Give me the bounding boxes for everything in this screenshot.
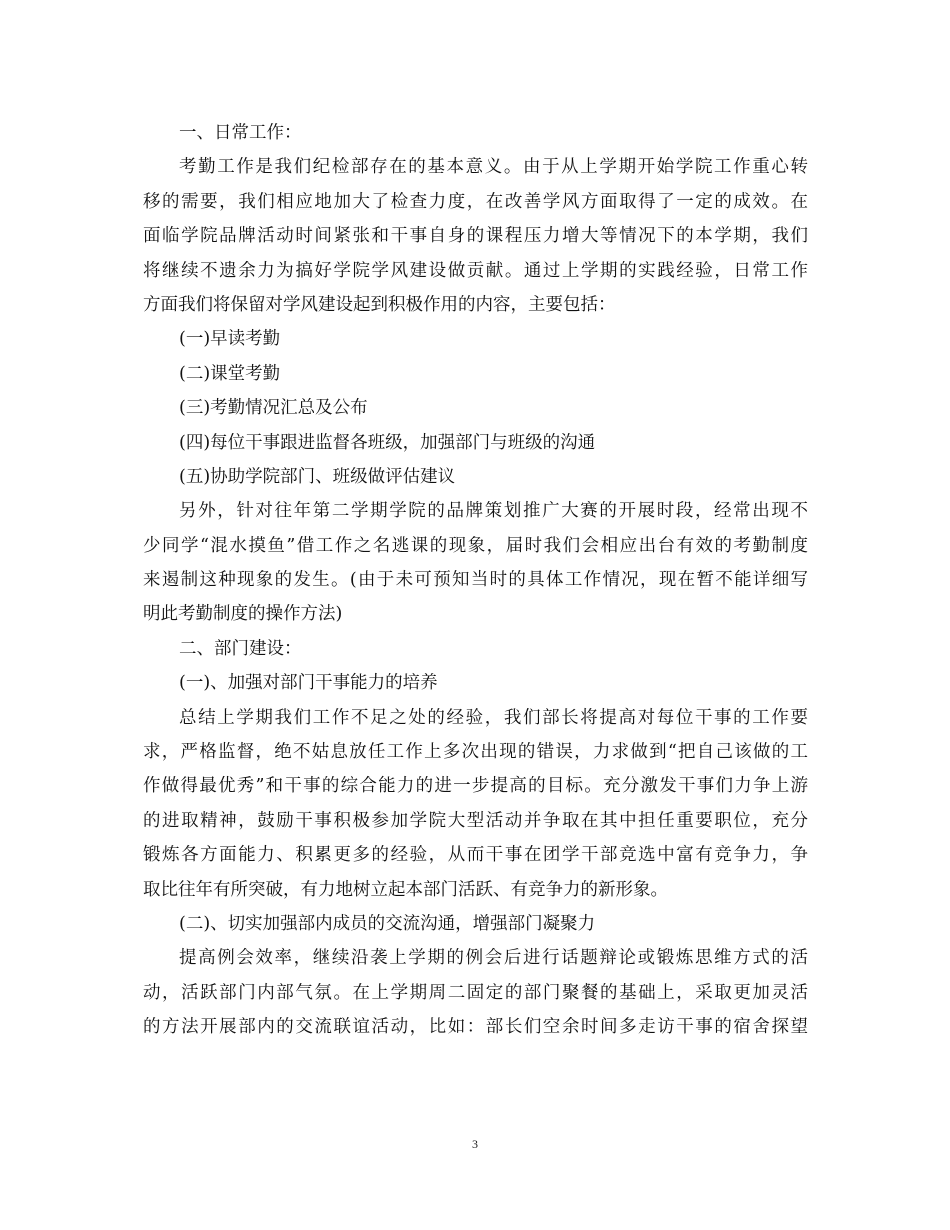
list-item: (五)协助学院部门、班级做评估建议: [179, 466, 456, 487]
page-number: 3: [472, 1137, 478, 1151]
paragraph-line: 方面我们将保留对学风建设起到积极作用的内容，主要包括：: [143, 294, 616, 315]
subsection-heading: (一)、加强对部门干事能力的培养: [179, 673, 438, 694]
paragraph-line: 面临学院品牌活动时间紧张和干事自身的课程压力增大等情况下的本学期，我们: [143, 226, 808, 247]
paragraph-line: 的方法开展部内的交流联谊活动，比如：部长们空余时间多走访干事的宿舍探望: [143, 1017, 808, 1038]
list-item: (四)每位干事跟进监督各班级，加强部门与班级的沟通: [179, 432, 596, 453]
list-item: (二)课堂考勤: [179, 363, 281, 384]
paragraph-line: 来遏制这种现象的发生。(由于未可预知当时的具体工作情况，现在暂不能详细写: [143, 570, 808, 591]
list-item: (一)早读考勤: [179, 329, 281, 350]
paragraph-line: 将继续不遗余力为搞好学院学风建设做贡献。通过上学期的实践经验，日常工作: [143, 260, 808, 281]
subsection-heading: (二)、切实加强部内成员的交流沟通，增强部门凝聚力: [179, 913, 596, 934]
paragraph-line: 明此考勤制度的操作方法): [143, 604, 343, 625]
section-heading-daily-work: 一、日常工作：: [179, 123, 302, 143]
paragraph-line: 动，活跃部门内部气氛。在上学期周二固定的部门聚餐的基础上，采取更加灵活: [143, 982, 808, 1003]
paragraph-line: 求，严格监督，绝不姑息放任工作上多次出现的错误，力求做到“把自己该做的工: [143, 742, 808, 763]
paragraph-line: 作做得最优秀”和干事的综合能力的进一步提高的目标。充分激发干事们力争上游: [143, 776, 808, 797]
paragraph-line: 考勤工作是我们纪检部存在的基本意义。由于从上学期开始学院工作重心转: [179, 157, 808, 178]
paragraph-line: 另外，针对往年第二学期学院的品牌策划推广大赛的开展时段，经常出现不: [179, 501, 808, 522]
paragraph-line: 少同学“混水摸鱼”借工作之名逃课的现象，届时我们会相应出台有效的考勤制度: [143, 535, 808, 556]
paragraph-line: 取比往年有所突破，有力地树立起本部门活跃、有竞争力的新形象。: [143, 879, 668, 900]
paragraph-line: 移的需要，我们相应地加大了检查力度，在改善学风方面取得了一定的成效。在: [143, 191, 808, 212]
paragraph-line: 的进取精神，鼓励干事积极参加学院大型活动并争取在其中担任重要职位，充分: [143, 810, 808, 831]
section-heading-department-building: 二、部门建设：: [179, 638, 302, 659]
document-body: [143, 116, 808, 1045]
paragraph-line: 锻炼各方面能力、积累更多的经验，从而干事在团学干部竞选中富有竞争力，争: [143, 845, 808, 866]
paragraph-line: 总结上学期我们工作不足之处的经验，我们部长将提高对每位干事的工作要: [179, 707, 808, 728]
paragraph-line: 提高例会效率，继续沿袭上学期的例会后进行话题辩论或锻炼思维方式的活: [179, 948, 808, 969]
list-item: (三)考勤情况汇总及公布: [179, 398, 368, 419]
